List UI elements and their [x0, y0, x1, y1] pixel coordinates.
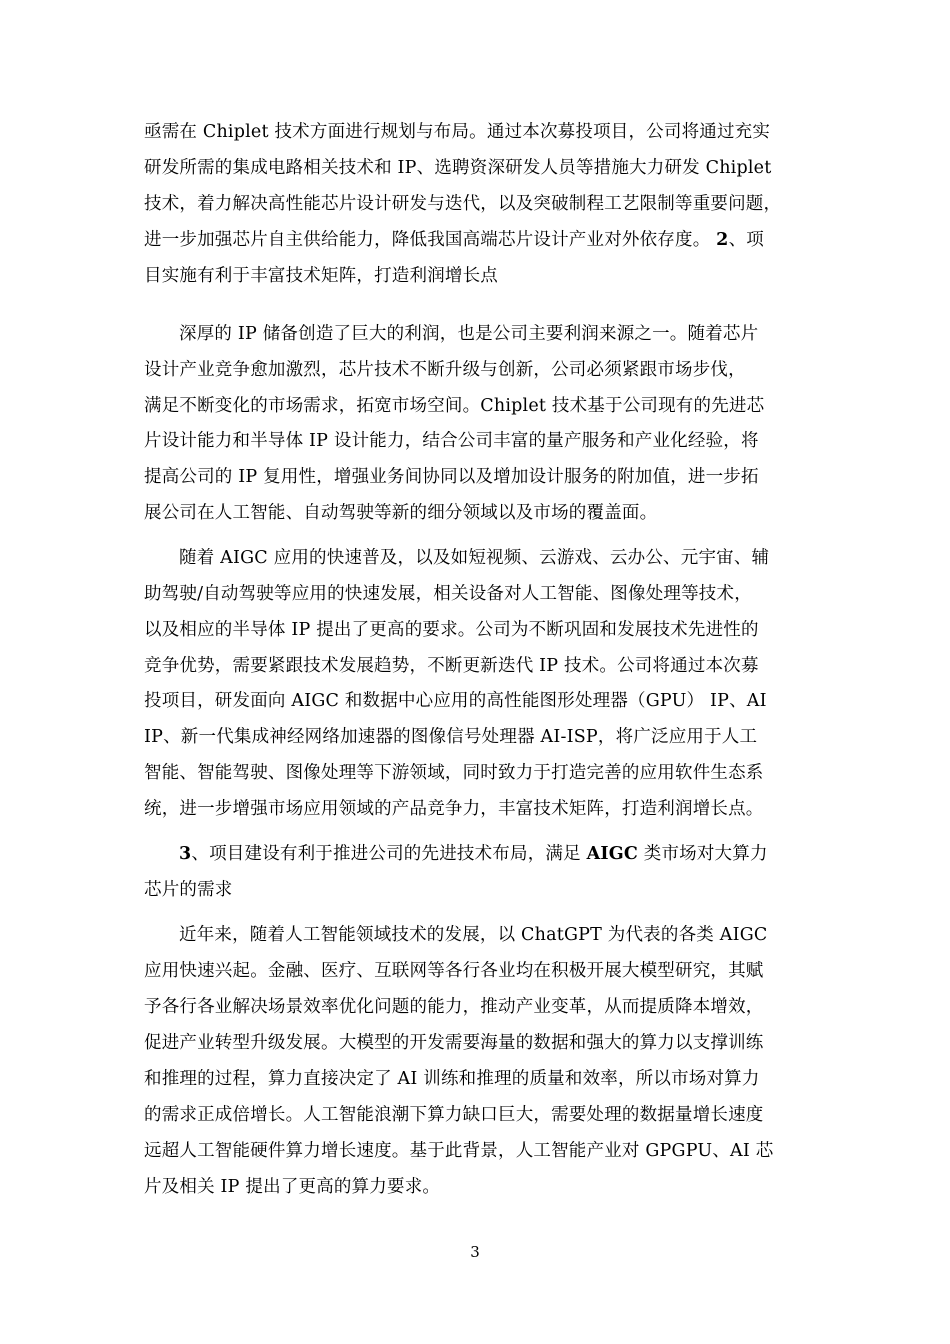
paragraph-3-line-2: 助驾驶/自动驾驶等应用的快速发展，相关设备对人工智能、图像处理等技术，	[144, 584, 752, 604]
paragraph-4-line-2: 应用快速兴起。金融、医疗、互联网等各行各业均在积极开展大模型研究，其赋	[144, 961, 764, 981]
paragraph-3-line-3: 以及相应的半导体 IP 提出了更高的要求。公司为不断巩固和发展技术先进性的	[144, 620, 759, 640]
paragraph-2-line-4: 片设计能力和半导体 IP 设计能力，结合公司丰富的量产服务和产业化经验，将	[144, 431, 759, 451]
paragraph-3-line-7: 智能、智能驾驶、图像处理等下游领域，同时致力于打造完善的应用软件生态系	[144, 763, 764, 783]
paragraph-2-line-3: 满足不断变化的市场需求，拓宽市场空间。Chiplet 技术基于公司现有的先进芯	[144, 396, 765, 416]
paragraph-4-line-7: 远超人工智能硬件算力增长速度。基于此背景，人工智能产业对 GPGPU、AI 芯	[144, 1141, 774, 1161]
paragraph-1-line-4	[144, 229, 764, 251]
paragraph-4-line-8: 片及相关 IP 提出了更高的算力要求。	[144, 1177, 441, 1197]
paragraph-4-line-1: 近年来，随着人工智能领域技术的发展，以 ChatGPT 为代表的各类 AIGC	[179, 925, 768, 945]
paragraph-4-line-6: 的需求正成倍增长。人工智能浪潮下算力缺口巨大，需要处理的数据量增长速度	[144, 1105, 764, 1125]
paragraph-3-line-8: 统，进一步增强市场应用领域的产品竞争力，丰富技术矩阵，打造利润增长点。	[144, 799, 764, 819]
paragraph-2-line-1: 深厚的 IP 储备创造了巨大的利润，也是公司主要利润来源之一。随着芯片	[179, 324, 759, 344]
paragraph-2-line-5: 提高公司的 IP 复用性，增强业务间协同以及增加设计服务的附加值，进一步拓	[144, 467, 759, 487]
paragraph-1-line-2: 研发所需的集成电路相关技术和 IP、选聘资深研发人员等措施大力研发 Chiplet	[144, 158, 772, 178]
paragraph-3-line-5: 投项目，研发面向 AIGC 和数据中心应用的高性能图形处理器（GPU） IP、AI	[144, 691, 767, 711]
paragraph-4-line-4: 促进产业转型升级发展。大模型的开发需要海量的数据和强大的算力以支撑训练	[144, 1033, 764, 1053]
paragraph-3-line-6: IP、新一代集成神经网络加速器的图像信号处理器 AI-ISP，将广泛应用于人工	[144, 727, 758, 747]
page-number: 3	[470, 1243, 480, 1261]
section-3-heading-line-2: 芯片的需求	[144, 880, 233, 900]
section-2-number: 2	[716, 230, 729, 250]
paragraph-3-line-1: 随着 AIGC 应用的快速普及，以及如短视频、云游戏、云办公、元宇宙、辅	[179, 548, 770, 568]
paragraph-2-line-2: 设计产业竞争愈加激烈，芯片技术不断升级与创新，公司必须紧跟市场步伐，	[144, 360, 746, 380]
section-3-heading	[179, 843, 768, 865]
section-3-number: 3	[179, 844, 192, 864]
paragraph-4-line-3: 予各行各业解决场景效率优化问题的能力，推动产业变革，从而提质降本增效，	[144, 997, 764, 1017]
paragraph-1-line-4-text: 进一步加强芯片自主供给能力，降低我国高端芯片设计产业对外依存度。	[144, 230, 711, 250]
section-3-heading-text-b: 类市场对大算力	[638, 844, 768, 864]
paragraph-4-line-5: 和推理的过程，算力直接决定了 AI 训练和推理的质量和效率，所以市场对算力	[144, 1069, 760, 1089]
paragraph-3-line-4: 竞争优势，需要紧跟技术发展趋势，不断更新迭代 IP 技术。公司将通过本次募	[144, 656, 759, 676]
paragraph-1-line-3: 技术，着力解决高性能芯片设计研发与迭代，以及突破制程工艺限制等重要问题，	[144, 194, 782, 214]
section-3-bold-term: AIGC	[586, 844, 638, 864]
section-2-heading-end: 目实施有利于丰富技术矩阵，打造利润增长点	[144, 266, 498, 286]
section-2-heading-start: 、项	[728, 230, 764, 250]
section-3-heading-text-a: 、项目建设有利于推进公司的先进技术布局，满足	[191, 844, 587, 864]
paragraph-2-line-6: 展公司在人工智能、自动驾驶等新的细分领域以及市场的覆盖面。	[144, 503, 658, 523]
paragraph-1-line-1: 亟需在 Chiplet 技术方面进行规划与布局。通过本次募投项目，公司将通过充实	[144, 122, 771, 142]
